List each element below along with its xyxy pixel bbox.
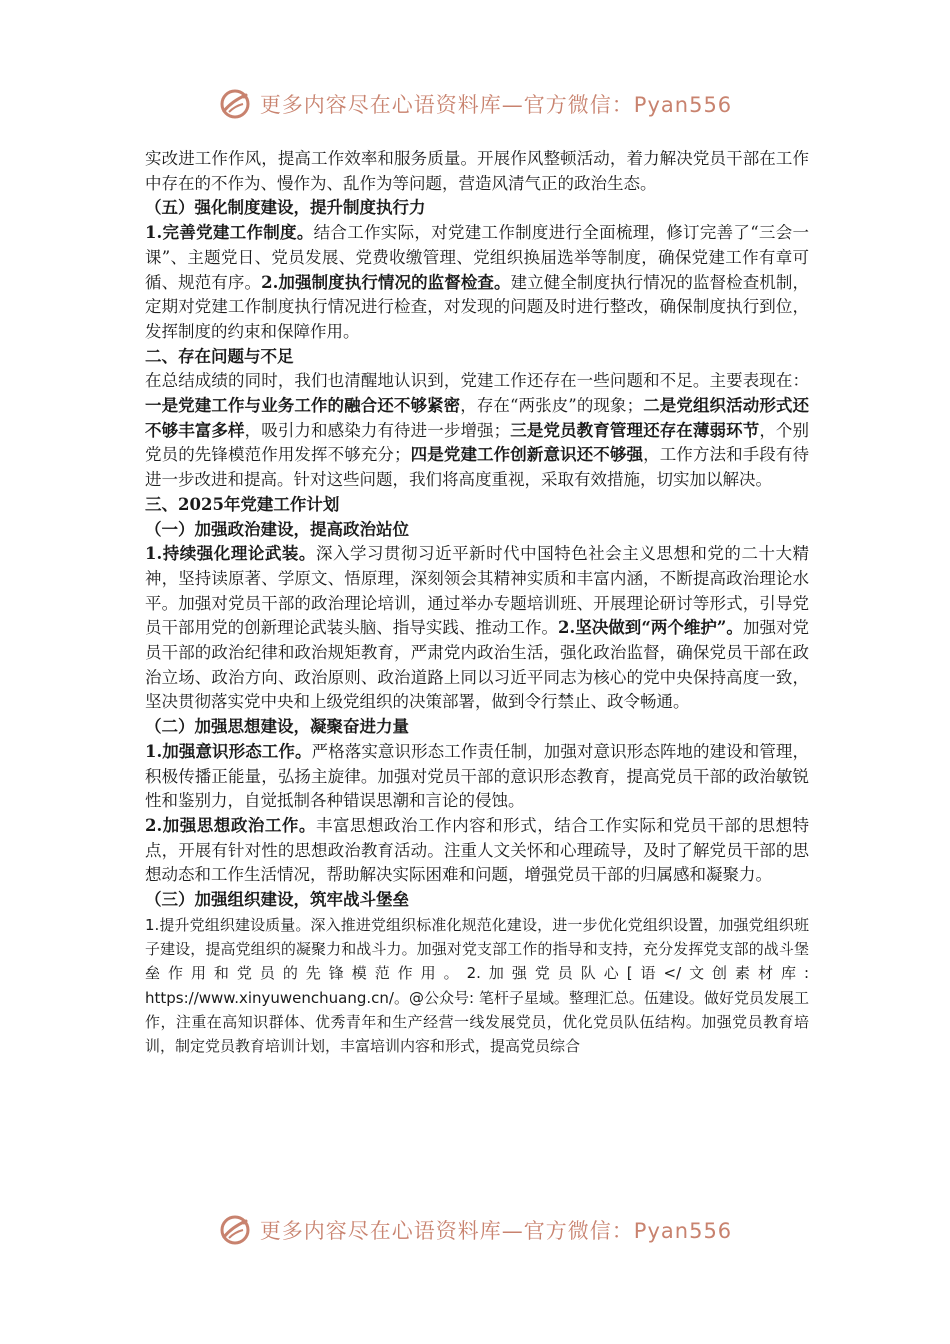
- watermark-text: 更多内容尽在心语资料库—官方微信：Pyan556: [259, 1219, 733, 1243]
- bold-phrase: 四是党建工作创新意识还不够强: [410, 445, 644, 465]
- bold-phrase: 一是党建工作与业务工作的融合还不够紧密: [145, 396, 461, 416]
- brush-logo-icon: [218, 1213, 252, 1247]
- bold-lead: 1.完善党建工作制度。: [145, 223, 314, 243]
- subsection-heading: （二）加强思想建设，凝聚奋进力量: [145, 717, 409, 737]
- brush-logo-icon: [218, 87, 252, 121]
- text-run: ，吸引力和感染力有待进一步增强；: [244, 420, 511, 440]
- text-run: ，存在“两张皮”的现象；: [460, 396, 644, 416]
- paragraph: 实改进工作作风，提高工作效率和服务质量。开展作风整顿活动，着力解决党员干部在工作中存在的不作为、慢作为、乱作为等问题，营造风清气正的政治生态。: [145, 149, 809, 193]
- bold-lead: 2.加强思想政治工作。: [145, 815, 316, 835]
- document-body: [145, 147, 809, 1059]
- watermark-text: 更多内容尽在心语资料库—官方微信：Pyan556: [259, 93, 733, 117]
- section-heading: 三、2025年党建工作计划: [145, 494, 340, 514]
- bold-lead: 1.持续强化理论武装。: [145, 544, 316, 564]
- text-run: 建立健全制度执行情况的监督检查机制，定期对党建工作制度执行情况进行检查，对发现的问题及时进行整改，确保制度执行到位，发挥制度的约束和保障作用。: [145, 272, 810, 341]
- bold-phrase: 三是党员教育管理还存在薄弱环节: [510, 420, 760, 440]
- subsection-heading: （三）加强组织建设，筑牢战斗堡垒: [145, 890, 409, 910]
- paragraph: [145, 814, 809, 888]
- subsection-heading: （一）加强政治建设，提高政治站位: [145, 519, 409, 539]
- bold-lead: 2.加强制度执行情况的监督检查。: [261, 272, 511, 292]
- text-run: 在总结成绩的同时，我们也清醒地认识到，党建工作还存在一些问题和不足。主要表现在：: [145, 371, 809, 391]
- bold-lead: 1.加强意识形态工作。: [145, 741, 312, 761]
- paragraph: [145, 369, 809, 493]
- watermark-banner-top: [0, 84, 950, 124]
- paragraph: [145, 221, 809, 345]
- paragraph: [145, 740, 809, 814]
- bold-lead: 2.坚决做到“两个维护”。: [558, 618, 743, 638]
- text-run: 严格落实意识形态工作责任制，加强对意识形态阵地的建设和管理，积极传播正能量，弘扬主旋律。加强对党员干部的意识形态教育，提高党员干部的政治敏锐性和鉴别力，自觉抵制各种错误思潮和言论的侵蚀。: [145, 741, 809, 811]
- section-heading: （五）强化制度建设，提升制度执行力: [145, 198, 426, 218]
- paragraph: 1.提升党组织建设质量。深入推进党组织标准化规范化建设，进一步优化党组织设置，加强党组织班子建设，提高党组织的凝聚力和战斗力。加强对党支部工作的指导和支持，充分发挥党支部的战斗堡垒作用和党员的先锋模范作用。2.加强党员队心[语</文创素材库: https://www.xinyuwenchuang.cn/。@公众号: 笔杆子星域。整理汇总。伍建设。做好党员发展工作，注重在高知识群体、优秀青年和生产经营一线发展党员，优化党员队伍结构。加强党员教育培训，制定党员教育培训计划，丰富培训内容和形式，提高党员综合: [145, 915, 809, 1056]
- text-run: 深入学习贯彻习近平新时代中国特色社会主义思想和党的二十大精神，坚持读原著、学原文、悟原理，深刻领会其精神实质和丰富内涵，不断提高政治理论水平。加强对党员干部的政治理论培训，通过举办专题培训班、开展理论研讨等形式，引导党员干部用党的创新理论武装头脑、指导实践、推动工作。: [145, 544, 810, 638]
- text-run: 加强对党员干部的政治纪律和政治规矩教育，严肃党内政治生活，强化政治监督，确保党员干部在政治立场、政治方向、政治原则、政治道路上同以习近平同志为核心的党中央保持高度一致，坚决贯彻落实党中央和上级党组织的决策部署，做到令行禁止、政令畅通。: [145, 618, 810, 712]
- text-run: 丰富思想政治工作内容和形式，结合工作实际和党员干部的思想特点，开展有针对性的思想政治教育活动。注重人文关怀和心理疏导，及时了解党员干部的思想动态和工作生活情况，帮助解决实际困难和问题，增强党员干部的归属感和凝聚力。: [145, 815, 810, 885]
- text-run: ，个别党员的先锋模范作用发挥不够充分；: [145, 420, 810, 465]
- bold-phrase: 二是党组织活动形式还不够丰富多样: [145, 396, 810, 440]
- watermark-banner-bottom: [0, 1210, 950, 1250]
- text-run: ，工作方法和手段有待进一步改进和提高。针对这些问题，我们将高度重视，采取有效措施，切实加以解决。: [145, 445, 810, 490]
- paragraph: [145, 542, 809, 715]
- section-heading: 二、存在问题与不足: [145, 346, 294, 366]
- text-run: 结合工作实际，对党建工作制度进行全面梳理，修订完善了“三会一课”、主题党日、党员发展、党费收缴管理、党组织换届选举等制度，确保党建工作有章可循、规范有序。: [145, 223, 809, 292]
